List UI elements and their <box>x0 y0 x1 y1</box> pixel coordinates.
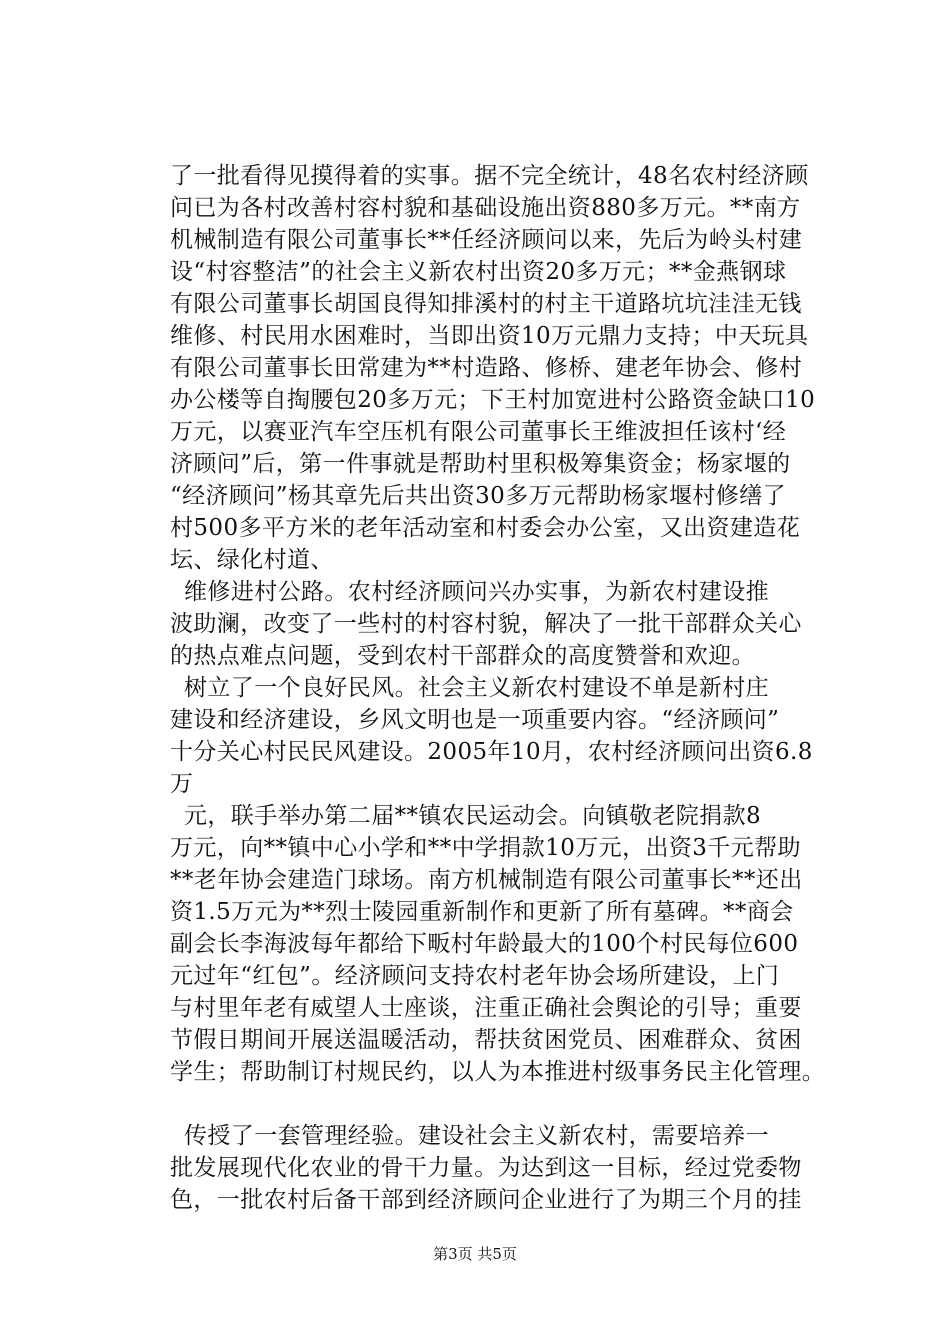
body-line-28: 节假日期间开展送温暖活动，帮扶贫困党员、困难群众、贫困 <box>170 1027 802 1053</box>
body-line-9: 万元，以赛亚汽车空压机有限公司董事长王维波担任该村‘经 <box>170 419 787 445</box>
body-line-16: 的热点难点问题，受到农村干部群众的高度赞誉和欢迎。 <box>170 643 755 669</box>
body-line-22: 万元，向**镇中心小学和**中学捐款10万元，出资3千元帮助 <box>170 835 801 861</box>
body-line-14: 维修进村公路。农村经济顾问兴办实事，为新农村建设推 <box>184 579 769 605</box>
body-line-24: 资1.5万元为**烈士陵园重新制作和更新了所有墓碑。**商会 <box>170 899 794 925</box>
body-line-8: 办公楼等自掏腰包20多万元；下王村加宽进村公路资金缺口10 <box>170 387 816 413</box>
body-line-5: 有限公司董事长胡国良得知排溪村的村主干道路坑坑洼洼无钱 <box>170 291 802 317</box>
body-line-12: 村500多平方米的老年活动室和村委会办公室，又出资建造花 <box>170 515 801 541</box>
body-line-30: 传授了一套管理经验。建设社会主义新农村，需要培养一 <box>184 1123 769 1149</box>
body-line-4: 设“村容整洁”的社会主义新农村出资20多万元；**金燕钢球 <box>170 259 787 285</box>
body-line-21: 元，联手举办第二届**镇农民运动会。向镇敬老院捐款8 <box>184 803 762 829</box>
body-line-13: 坛、绿化村道、 <box>170 547 334 573</box>
body-line-7: 有限公司董事长田常建为**村造路、修桥、建老年协会、修村 <box>170 355 803 381</box>
page-number-footer: 第3页 共5页 <box>433 1245 517 1263</box>
body-line-25: 副会长李海波每年都给下畈村年龄最大的100个村民每位600 <box>170 931 799 957</box>
body-line-23: **老年协会建造门球场。南方机械制造有限公司董事长**还出 <box>170 867 803 893</box>
body-line-1: 了一批看得见摸得着的实事。据不完全统计，48名农村经济顾 <box>170 163 809 189</box>
paragraph-gap <box>170 1088 870 1120</box>
body-line-29: 学生；帮助制订村规民约，以人为本推进村级事务民主化管理。 <box>170 1059 826 1085</box>
body-line-31: 批发展现代化农业的骨干力量。为达到这一目标，经过党委物 <box>170 1155 802 1181</box>
body-line-32: 色，一批农村后备干部到经济顾问企业进行了为期三个月的挂 <box>170 1187 802 1213</box>
body-line-3: 机械制造有限公司董事长**任经济顾问以来，先后为岭头村建 <box>170 227 803 253</box>
body-line-17: 树立了一个良好民风。社会主义新农村建设不单是新村庄 <box>184 675 769 701</box>
body-line-15: 波助澜，改变了一些村的村容村貌，解决了一批干部群众关心 <box>170 611 802 637</box>
body-line-10: 济顾问”后，第一件事就是帮助村里积极筹集资金；杨家堰的 <box>170 451 791 477</box>
document-body <box>170 160 870 1216</box>
body-line-19: 十分关心村民民风建设。2005年10月，农村经济顾问出资6.8 <box>170 739 813 765</box>
body-line-27: 与村里年老有威望人士座谈，注重正确社会舆论的引导；重要 <box>170 995 802 1021</box>
body-line-6: 维修、村民用水困难时，当即出资10万元鼎力支持；中天玩具 <box>170 323 809 349</box>
body-line-11: “经济顾问”杨其章先后共出资30多万元帮助杨家堰村修缮了 <box>170 483 786 509</box>
body-line-2: 问已为各村改善村容村貌和基础设施出资880多万元。**南方 <box>170 195 801 221</box>
body-line-20: 万 <box>170 771 194 797</box>
body-line-26: 元过年“红包”。经济顾问支持农村老年协会场所建设，上门 <box>170 963 780 989</box>
body-line-18: 建设和经济建设，乡风文明也是一项重要内容。“经济顾问” <box>170 707 780 733</box>
